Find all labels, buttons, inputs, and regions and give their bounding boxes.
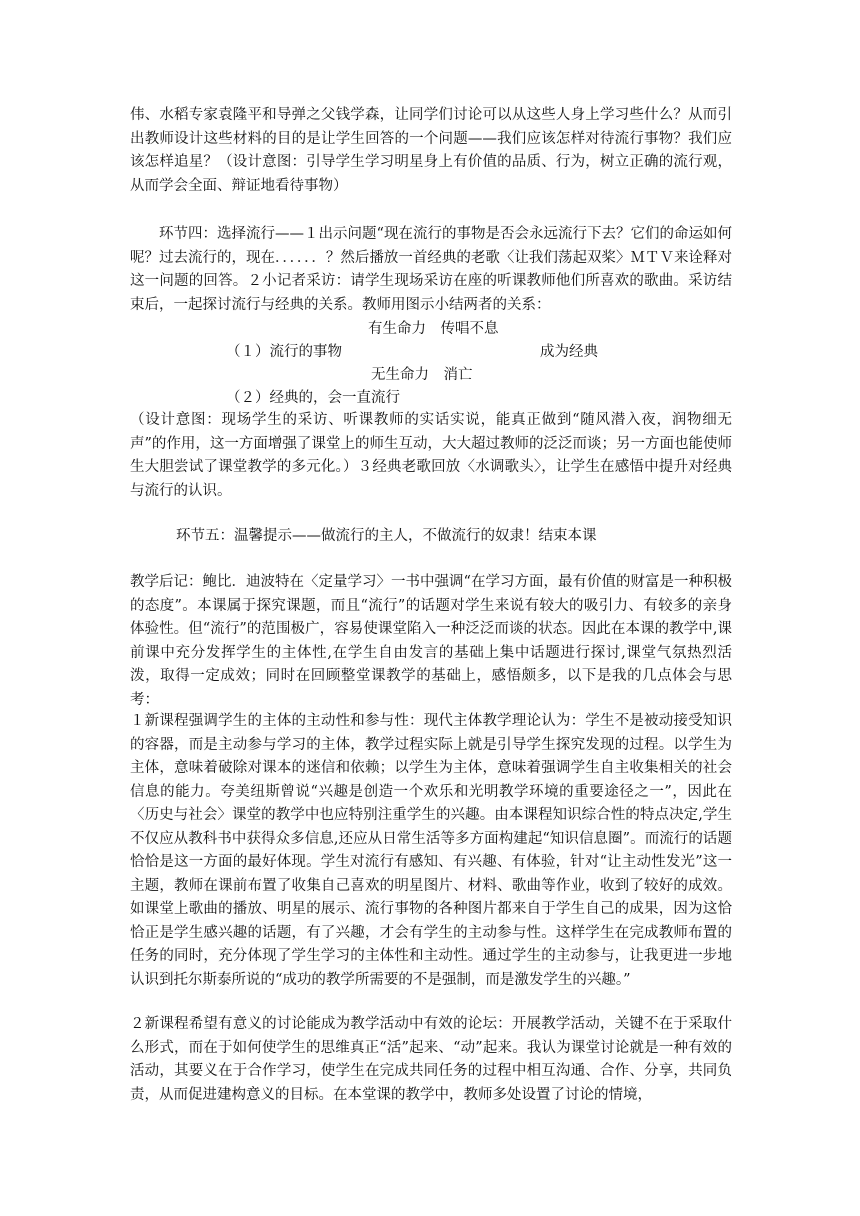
point-2-paragraph: ２新课程希望有意义的讨论能成为教学活动中有效的论坛：开展教学活动，关键不在于采取什么形式，而在于如何使学生的思维真正“活”起来、“动”起来。我认为课堂讨论就是一种有效的活动，其要义在于合作学习，使学生在完成共同任务的过程中相互沟通、合作、分享，共同负责，从而促进建构意义的目标。在本堂课的教学中，教师多处设置了讨论的情境， <box>130 1016 732 1103</box>
section-5-heading: 环节五：温馨提示——做流行的主人，不做流行的奴隶！结束本课 <box>176 528 597 544</box>
point-1-paragraph: １新课程强调学生的主体的主动性和参与性：现代主体教学理论认为：学生不是被动接受知识的容器，而是主动参与学习的主体，教学过程实际上就是引导学生探究发现的过程。以学生为主体，意味着破除对课本的迷信和依赖；以学生为主体，意味着强调学生自主收集相关的社会信息的能力。夸美纽斯曾说“兴趣是创造一个欢乐和光明教学环境的重要途径之一”，因此在〈历史与社会〉课堂的教学中也应特别注重学生的兴趣。由本课程知识综合性的特点决定,学生不仅应从教科书中获得众多信息,还应从日常生活等多方面构建起“知识信息圈”。而流行的话题恰恰是这一方面的最好体现。学生对流行有感知、有兴趣、有体验，针对“让主动性发光”这一主题，教师在课前布置了收集自己喜欢的明星图片、材料、歌曲等作业，收到了较好的成效。如课堂上歌曲的播放、明星的展示、流行事物的各种图片都来自于学生自己的成果，因为这恰恰正是学生感兴趣的话题，有了兴趣，才会有学生的主动参与性。这样学生在完成教师布置的任务的同时，充分体现了学生学习的主体性和主动性。通过学生的主动参与，让我更进一步地认识到托尔斯泰所说的“成功的教学所需要的不是强制，而是激发学生的兴趣。” <box>130 713 732 988</box>
postscript-paragraph: 教学后记：鲍比．迪波特在〈定量学习〉一书中强调“在学习方面，最有价值的财富是一种积极的态度”。本课属于探究课题，而且“流行”的话题对学生来说有较大的吸引力、有较多的亲身体验性。但“流行”的范围极广，容易使课堂陷入一种泛泛而谈的状态。因此在本课的教学中,课前课中充分发挥学生的主体性,在学生自由发言的基础上集中话题进行探讨,课堂气氛热烈活泼，取得一定成效；同时在回顾整堂课教学的基础上，感悟颇多，以下是我的几点体会与思考： <box>130 574 732 708</box>
diagram-left-label-1: （１）流行的事物 <box>226 344 342 360</box>
design-intent-paragraph: （设计意图：现场学生的采访、听课教师的实话实说，能真正做到“随风潜入夜，润物细无声”的作用，这一方面增强了课堂上的师生互动，大大超过教师的泛泛而谈；另一方面也能使师生大胆尝试了课堂教学的多元化。）３经典老歌回放〈水调歌头〉，让学生在感悟中提升对经典与流行的认识。 <box>130 412 732 499</box>
section-4-paragraph: 环节四：选择流行——１出示问题“现在流行的事物是否会永远流行下去？它们的命运如何呢？过去流行的，现在．．．．．．？然后播放一首经典的老歌〈让我们荡起双桨〉ＭＴＶ来诠释对这一问题的回答。２小记者采访：请学生现场采访在座的听课教师他们所喜欢的歌曲。采访结束后，一起探讨流行与经典的关系。教师用图示小结两者的关系： <box>130 226 732 313</box>
intro-paragraph: 伟、水稻专家袁隆平和导弹之父钱学森，让同学们讨论可以从这些人身上学习些什么？从而引出教师设计这些材料的目的是让学生回答的一个问题——我们应该怎样对待流行事物？我们应该怎样追星？（设计意图：引导学生学习明星身上有价值的品质、行为，树立正确的流行观，从而学会全面、辩证地看待事物） <box>130 107 732 194</box>
diagram-top-label: 有生命力 传唱不息 <box>368 321 499 337</box>
diagram-left-label-2: （２）经典的，会一直流行 <box>226 390 400 406</box>
diagram-middle-label: 无生命力 消亡 <box>371 367 473 383</box>
diagram-right-label-1: 成为经典 <box>540 344 598 360</box>
